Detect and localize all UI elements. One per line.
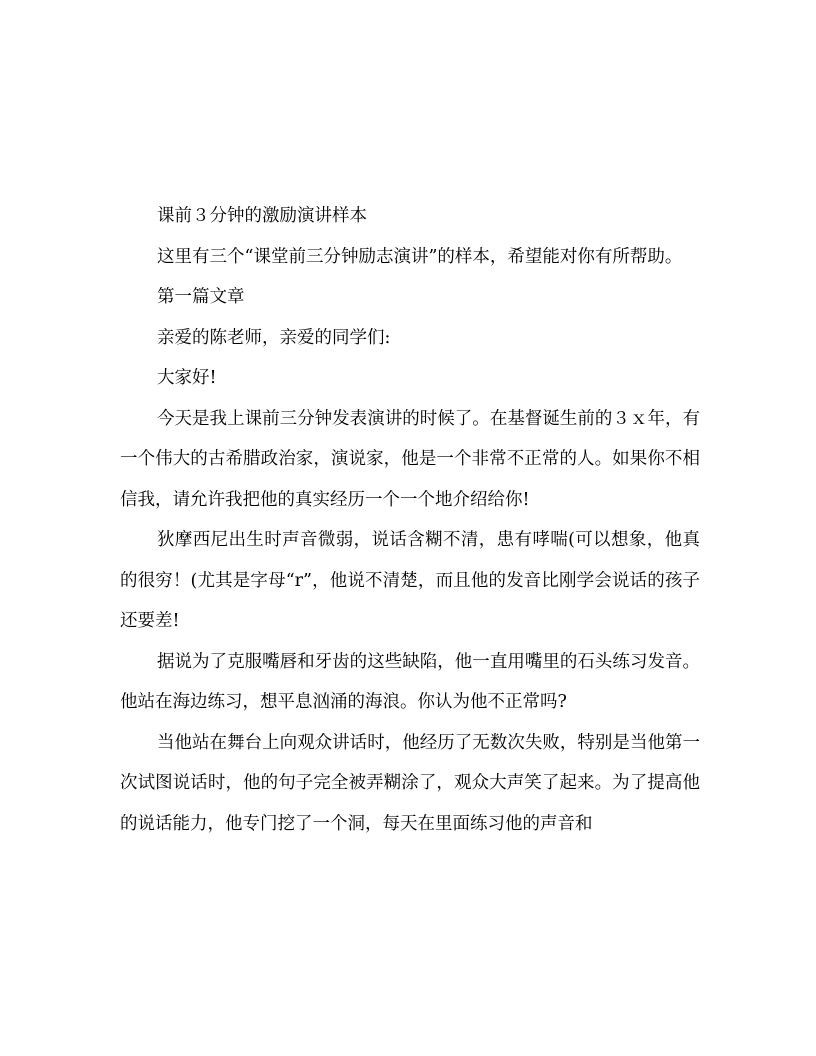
body-paragraph: 据说为了克服嘴唇和牙齿的这些缺陷，他一直用嘴里的石头练习发音。他站在海边练习，想平息汹涌的海浪。你认为他不正常吗?: [120, 651, 700, 712]
section-heading: 第一篇文章: [157, 287, 245, 307]
body-paragraph: 今天是我上课前三分钟发表演讲的时候了。在基督诞生前的３ｘ年，有一个伟大的古希腊政治家，演说家，他是一个非常不正常的人。如果你不相信我，请允许我把他的真实经历一个一个地介绍给你!: [120, 408, 700, 510]
salutation: 亲爱的陈老师，亲爱的同学们:: [157, 327, 391, 348]
intro-paragraph: 这里有三个“课堂前三分钟励志演讲”的样本，希望能对你有所帮助。: [157, 246, 683, 267]
greeting: 大家好!: [157, 368, 217, 388]
body-paragraph: 当他站在舞台上向观众讲话时，他经历了无数次失败，特别是当他第一次试图说话时，他的句子完全被弄糊涂了，观众大声笑了起来。为了提高他的说话能力，他专门挖了一个洞，每天在里面练习他的声音和: [120, 732, 700, 834]
document-title: 课前３分钟的激励演讲样本: [157, 206, 367, 226]
body-paragraph: 狄摩西尼出生时声音微弱，说话含糊不清，患有哮喘(可以想象，他真的很穷！(尤其是字母“r”，他说不清楚，而且他的发音比刚学会说话的孩子还要差!: [120, 530, 700, 631]
document-body: [120, 196, 700, 844]
